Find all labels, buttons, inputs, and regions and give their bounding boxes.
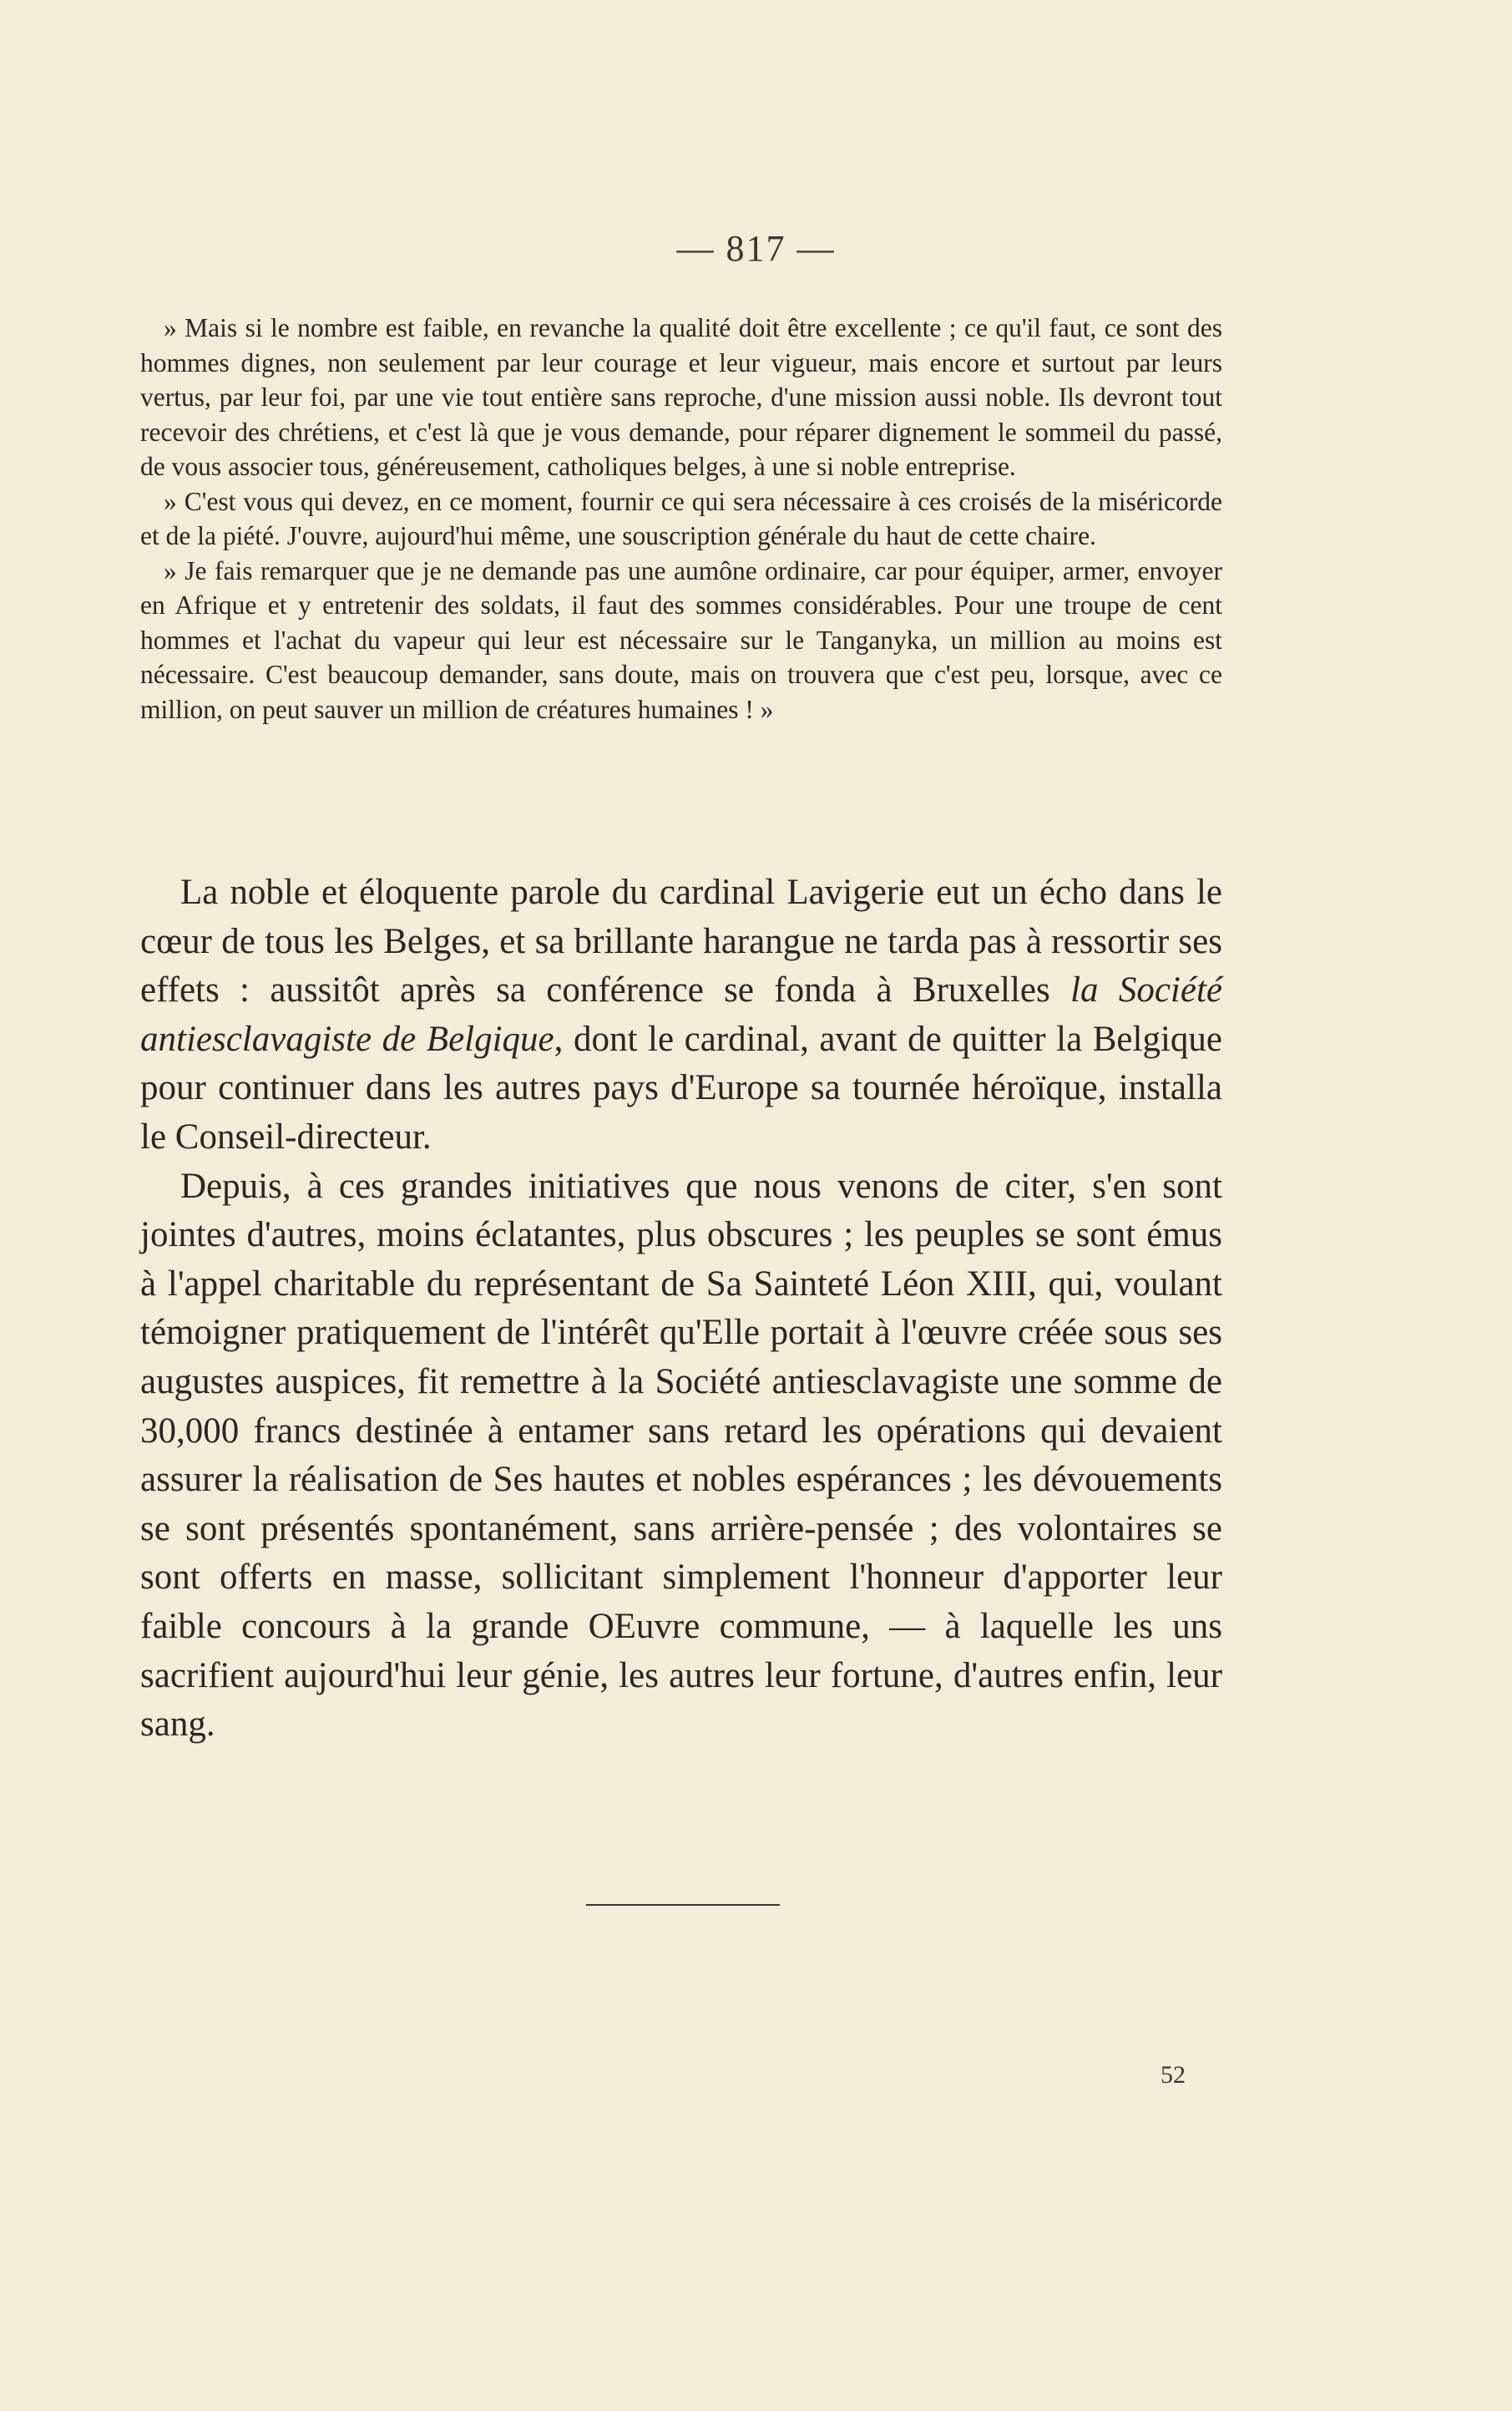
quoted-speech: [140, 311, 1222, 727]
main-paragraph: Depuis, à ces grandes initiatives que nous venons de citer, s'en sont jointes d'autres, moins éclatantes, plus obscures ; les peuples se sont émus à l'appel charitable du représentant de Sa Sainteté Léon XIII, qui, voulant témoigner pratiquement de l'intérêt qu'Elle portait à l'œuvre créée sous ses augustes auspices, fit remettre à la Société antiesclavagiste une somme de 30,000 francs destinée à entamer sans retard les opérations qui devaient assurer la réalisation de Ses hautes et nobles espérances ; les dévouements se sont présentés spontanément, sans arrière-pensée ; des volontaires se sont offerts en masse, sollicitant simplement l'honneur d'apporter leur faible concours à la grande OEuvre commune, — à laquelle les uns sacrifient aujourd'hui leur génie, les autres leur fortune, d'autres enfin, leur sang.: [140, 1166, 1222, 1745]
main-text: [140, 869, 1222, 1750]
page-number-header: — 817 —: [676, 228, 836, 269]
quote-paragraph: » C'est vous qui devez, en ce moment, fournir ce qui sera nécessaire à ces croisés de la miséricorde et de la piété. J'ouvre, aujourd'hui même, une souscription générale du haut de cette chaire.: [140, 486, 1222, 550]
society-name: la Société antiesclavagiste de Belgique: [140, 970, 1222, 1059]
main-paragraph-text: , dont le cardinal, avant de quitter la Belgique pour continuer dans les autres pays d'Europe sa tournée héroïque, installa le Conseil-directeur.: [140, 1019, 1222, 1157]
signature-mark: 52: [1161, 2061, 1186, 2089]
section-divider: [586, 1904, 780, 1906]
quote-paragraph: » Je fais remarquer que je ne demande pas une aumône ordinaire, car pour équiper, armer, envoyer en Afrique et y entretenir des soldats, il faut des sommes considérables. Pour une troupe de cent hommes et l'achat du vapeur qui leur est nécessaire sur le Tanganyka, un million au moins est nécessaire. C'est beaucoup demander, sans doute, mais on trouvera que c'est peu, lorsque, avec ce million, on peut sauver un million de créatures humaines ! »: [140, 555, 1222, 724]
main-paragraph-text: La noble et éloquente parole du cardinal Lavigerie eut un écho dans le cœur de tous les Belges, et sa brillante harangue ne tarda pas à ressortir ses effets : aussitôt après sa conférence se fonda à Bruxelles: [140, 873, 1222, 1010]
main-paragraph: [140, 869, 1222, 1162]
quote-paragraph: » Mais si le nombre est faible, en revanche la qualité doit être excellente ; ce qu'il faut, ce sont des hommes dignes, non seulement par leur courage et leur vigueur, mais encore et surtout par leurs vertus, par leur foi, par une vie tout entière sans reproche, d'une mission aussi noble. Ils devront tout recevoir des chrétiens, et c'est là que je vous demande, pour réparer dignement le sommeil du passé, de vous associer tous, généreusement, catholiques belges, à une si noble entreprise.: [140, 313, 1222, 481]
